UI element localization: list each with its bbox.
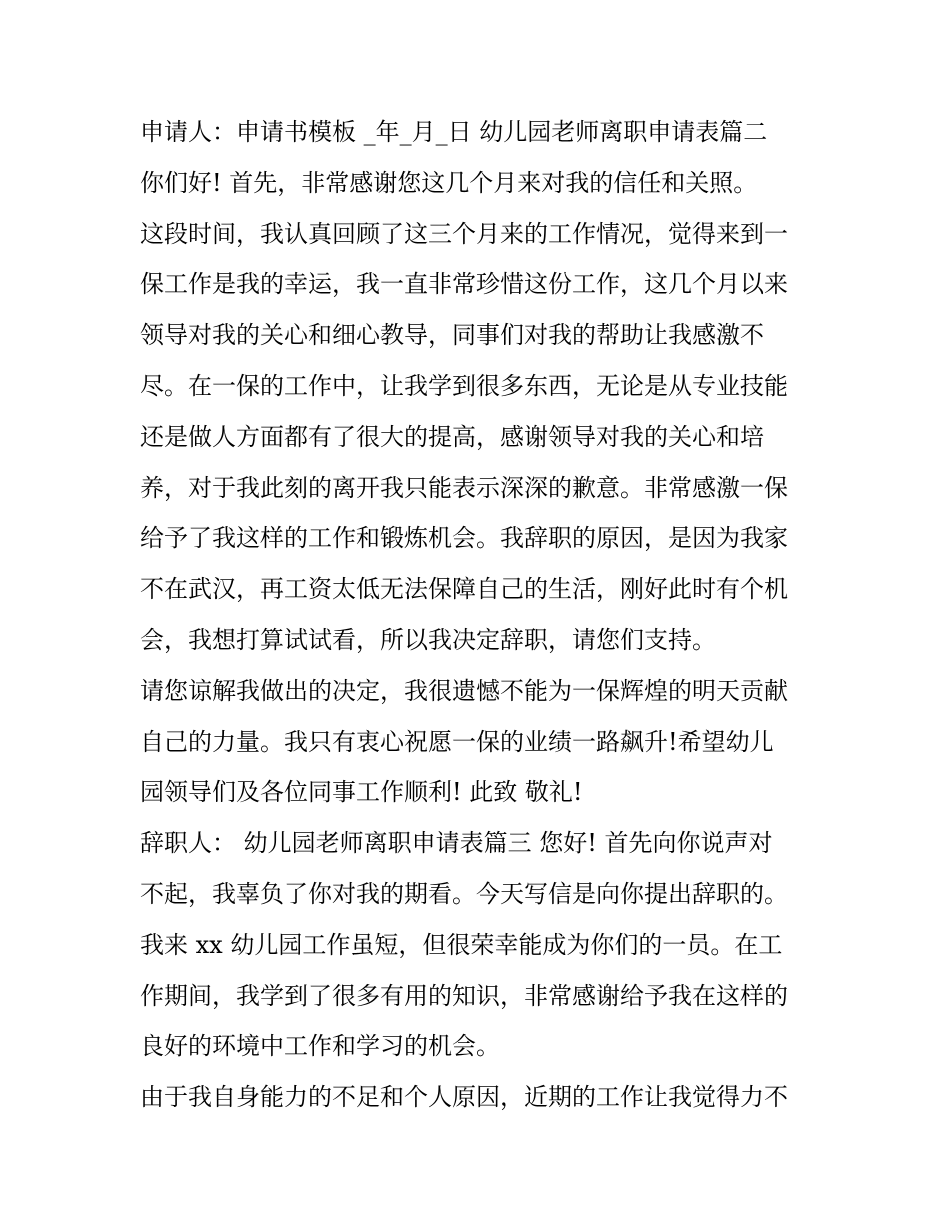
text-line: 保工作是我的幸运，我一直非常珍惜这份工作，这几个月以来 [140, 270, 788, 299]
text-line: 辞职人： 幼儿园老师离职申请表篇三 您好! 首先向你说声对 [140, 829, 773, 858]
text-line: 作期间，我学到了很多有用的知识，非常感谢给予我在这样的 [140, 981, 788, 1010]
text-line: 领导对我的关心和细心教导，同事们对我的帮助让我感激不 [140, 321, 764, 350]
text-line: 不在武汉，再工资太低无法保障自己的生活，刚好此时有个机 [140, 575, 788, 604]
text-line: 良好的环境中工作和学习的机会。 [140, 1032, 500, 1061]
text-line: 由于我自身能力的不足和个人原因，近期的工作让我觉得力不 [140, 1083, 788, 1112]
text-line: 这段时间，我认真回顾了这三个月来的工作情况，觉得来到一 [140, 219, 788, 248]
text-line: 养，对于我此刻的离开我只能表示深深的歉意。非常感激一保 [140, 473, 788, 502]
text-line: 不起，我辜负了你对我的期看。今天写信是向你提出辞职的。 [140, 879, 788, 908]
text-line: 我来 xx 幼儿园工作虽短，但很荣幸能成为你们的一员。在工 [140, 930, 783, 959]
text-line: 会，我想打算试试看，所以我决定辞职，请您们支持。 [140, 625, 716, 654]
text-line: 园领导们及各位同事工作顺利! 此致 敬礼! [140, 778, 583, 807]
text-line: 还是做人方面都有了很大的提高，感谢领导对我的关心和培 [140, 422, 764, 451]
text-line: 尽。在一保的工作中，让我学到很多东西，无论是从专业技能 [140, 371, 788, 400]
text-line: 申请人：申请书模板 _年_月_日 幼儿园老师离职申请表篇二 [140, 118, 768, 146]
text-line: 自己的力量。我只有衷心祝愿一保的业绩一路飙升!希望幼儿 [140, 727, 774, 756]
document-body [140, 107, 820, 1123]
text-line: 给予了我这样的工作和锻炼机会。我辞职的原因，是因为我家 [140, 524, 788, 553]
text-line: 请您谅解我做出的决定，我很遗憾不能为一保辉煌的明天贡献 [140, 676, 788, 705]
text-line: 你们好! 首先，非常感谢您这几个月来对我的信任和关照。 [140, 168, 758, 197]
